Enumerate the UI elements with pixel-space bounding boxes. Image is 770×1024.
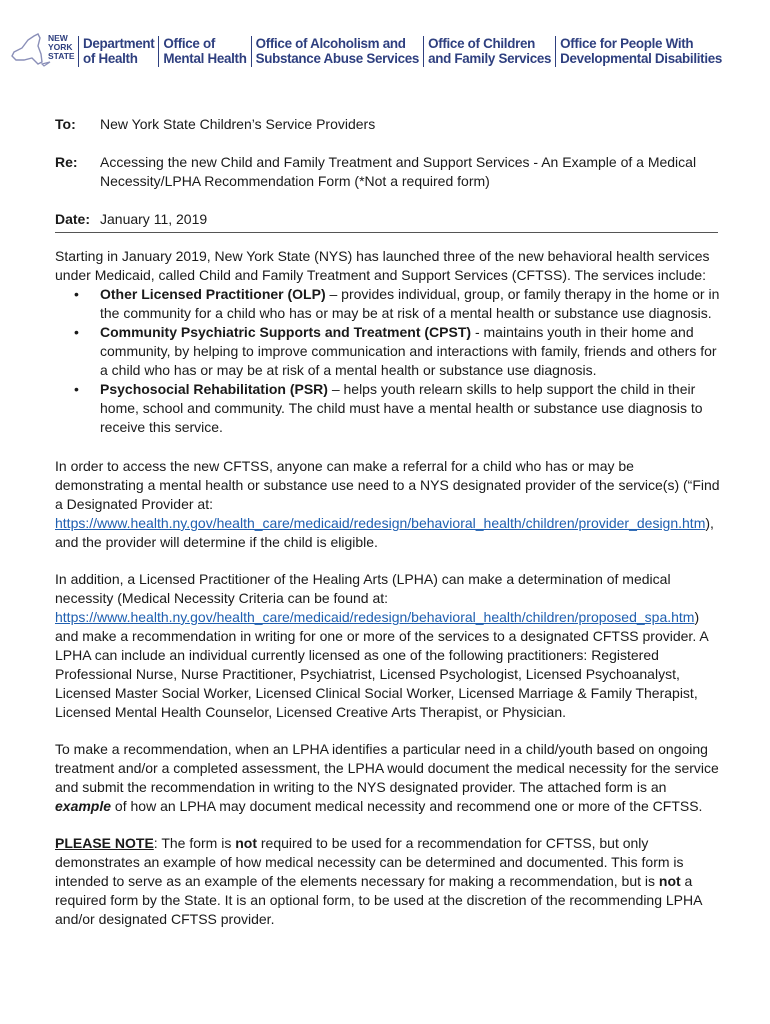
note-paragraph — [55, 834, 720, 929]
agency-ocfs — [423, 36, 555, 67]
agency-line: of Health — [83, 51, 138, 66]
service-desc: – helps youth relearn skills to help support the child in their home, school and community. The child must have a mental health or substance use diagnosis to receive this service. — [100, 381, 703, 435]
re-label: Re: — [55, 154, 78, 170]
nys-word: STATE — [48, 51, 75, 61]
proposed-spa-link[interactable]: https://www.health.ny.gov/health_care/medicaid/redesign/behavioral_health/children/proposed_spa.htm — [55, 609, 695, 625]
access-text-end: ), and the provider will determine if the child is eligible. — [55, 515, 714, 550]
service-name: Community Psychiatric Supports and Treatment (CPST) — [100, 324, 472, 340]
example-emphasis: example — [55, 798, 112, 814]
agency-line: and Family Services — [428, 51, 552, 66]
agency-opwdd — [555, 36, 726, 67]
agency-line: Office for People With — [560, 35, 694, 51]
agency-line: Mental Health — [163, 51, 247, 66]
date-value: January 11, 2019 — [100, 211, 208, 227]
bullet-icon: • — [74, 286, 79, 302]
service-name: Psychosocial Rehabilitation (PSR) — [100, 381, 328, 397]
note-emphasis-not: not — [658, 873, 681, 889]
please-note-label: PLEASE NOTE — [55, 835, 154, 851]
access-text: In order to access the new CFTSS, anyone can make a referral for a child who has or may be demonstrating a mental health or substance use need to a NYS designated provider of the service(s) (“Find a Designated Provider at: — [55, 458, 720, 512]
re-value: Accessing the new Child and Family Treatment and Support Services - An Example of a Medical Necessity/LPHA Recommendation Form (*Not a required form) — [100, 154, 697, 189]
agency-line: Office of Alcoholism and — [255, 35, 406, 51]
note-text: : The form is — [153, 835, 236, 851]
date-label: Date: — [55, 211, 91, 227]
nys-wordmark — [48, 34, 75, 61]
header-divider — [55, 232, 718, 233]
service-item-cpst — [55, 323, 720, 380]
recommend-text: To make a recommendation, when an LPHA identifies a particular need in a child/youth based on ongoing treatment and/or a completed assessment, the LPHA would document the medical necessity for the service and submit the recommendation in writing to the NYS designated provider. The attached form is an — [55, 741, 719, 795]
bullet-icon: • — [74, 324, 79, 340]
lpha-text-end: ) and make a recommendation in writing for one or more of the services to a designated CFTSS provider. A LPHA can include an individual currently licensed as one of the following practitioners: Registered Professional Nurse, Nurse Practitioner, Psychiatrist, Licensed Psychologist, Licensed Psychoanalyst, Licensed Master Social Worker, Licensed Clinical Social Worker, Licensed Marriage & Family Therapist, Licensed Mental Health Counselor, Licensed Creative Arts Therapist, or Physician. — [55, 609, 708, 720]
to-label: To: — [55, 116, 76, 132]
agency-line: Office of Children — [428, 35, 536, 51]
agency-office-of-mental-health — [158, 36, 250, 67]
nys-word: YORK — [48, 42, 73, 52]
agency-line: Substance Abuse Services — [255, 51, 420, 66]
service-desc: - maintains youth in their home and community, by helping to improve communication and interactions with family, friends and others for a child who has or may be at risk of a mental health or substance use diagnosis. — [100, 324, 717, 378]
access-paragraph — [55, 457, 720, 552]
new-york-state-map-icon — [8, 30, 52, 72]
services-list — [55, 285, 720, 437]
intro-paragraph: Starting in January 2019, New York State (NYS) has launched three of the new behavioral health services under Medicaid, called Child and Family Treatment and Support Services (CFTSS). The services include: — [55, 248, 710, 283]
bullet-icon: • — [74, 381, 79, 397]
service-name: Other Licensed Practitioner (OLP) — [100, 286, 326, 302]
service-item-psr — [55, 380, 720, 437]
agency-department-of-health — [78, 36, 158, 67]
lpha-text: In addition, a Licensed Practitioner of the Healing Arts (LPHA) can make a determination of medical necessity (Medical Necessity Criteria can be found at: — [55, 571, 671, 606]
lpha-paragraph — [55, 570, 720, 722]
agency-line: Department — [83, 35, 155, 51]
service-desc: – provides individual, group, or family therapy in the home or in the community for a child who has or may be at risk of a mental health or substance use diagnosis. — [100, 286, 720, 321]
agency-line: Developmental Disabilities — [560, 51, 723, 66]
service-item-olp — [55, 285, 720, 323]
note-text: required to be used for a recommendation for CFTSS, but only demonstrates an example of how medical necessity can be determined and documented. This form is intended to serve as an example of the elements necessary for making a recommendation, but is — [55, 835, 684, 889]
agency-oasas — [251, 36, 424, 67]
recommend-paragraph — [55, 740, 720, 816]
to-value: New York State Children’s Service Providers — [100, 116, 376, 132]
note-emphasis-not: not — [235, 835, 257, 851]
provider-design-link[interactable]: https://www.health.ny.gov/health_care/medicaid/redesign/behavioral_health/children/provider_design.htm — [55, 515, 706, 531]
nys-logo — [8, 30, 78, 72]
letterhead — [8, 30, 726, 72]
note-text: a required form by the State. It is an optional form, to be used at the discretion of the recommending LPHA and/or designated CFTSS provider. — [55, 873, 702, 927]
nys-word: NEW — [48, 33, 68, 43]
agency-line: Office of — [163, 35, 216, 51]
intro-section — [55, 247, 720, 437]
recommend-text-end: of how an LPHA may document medical necessity and recommend one or more of the CFTSS. — [111, 798, 703, 814]
